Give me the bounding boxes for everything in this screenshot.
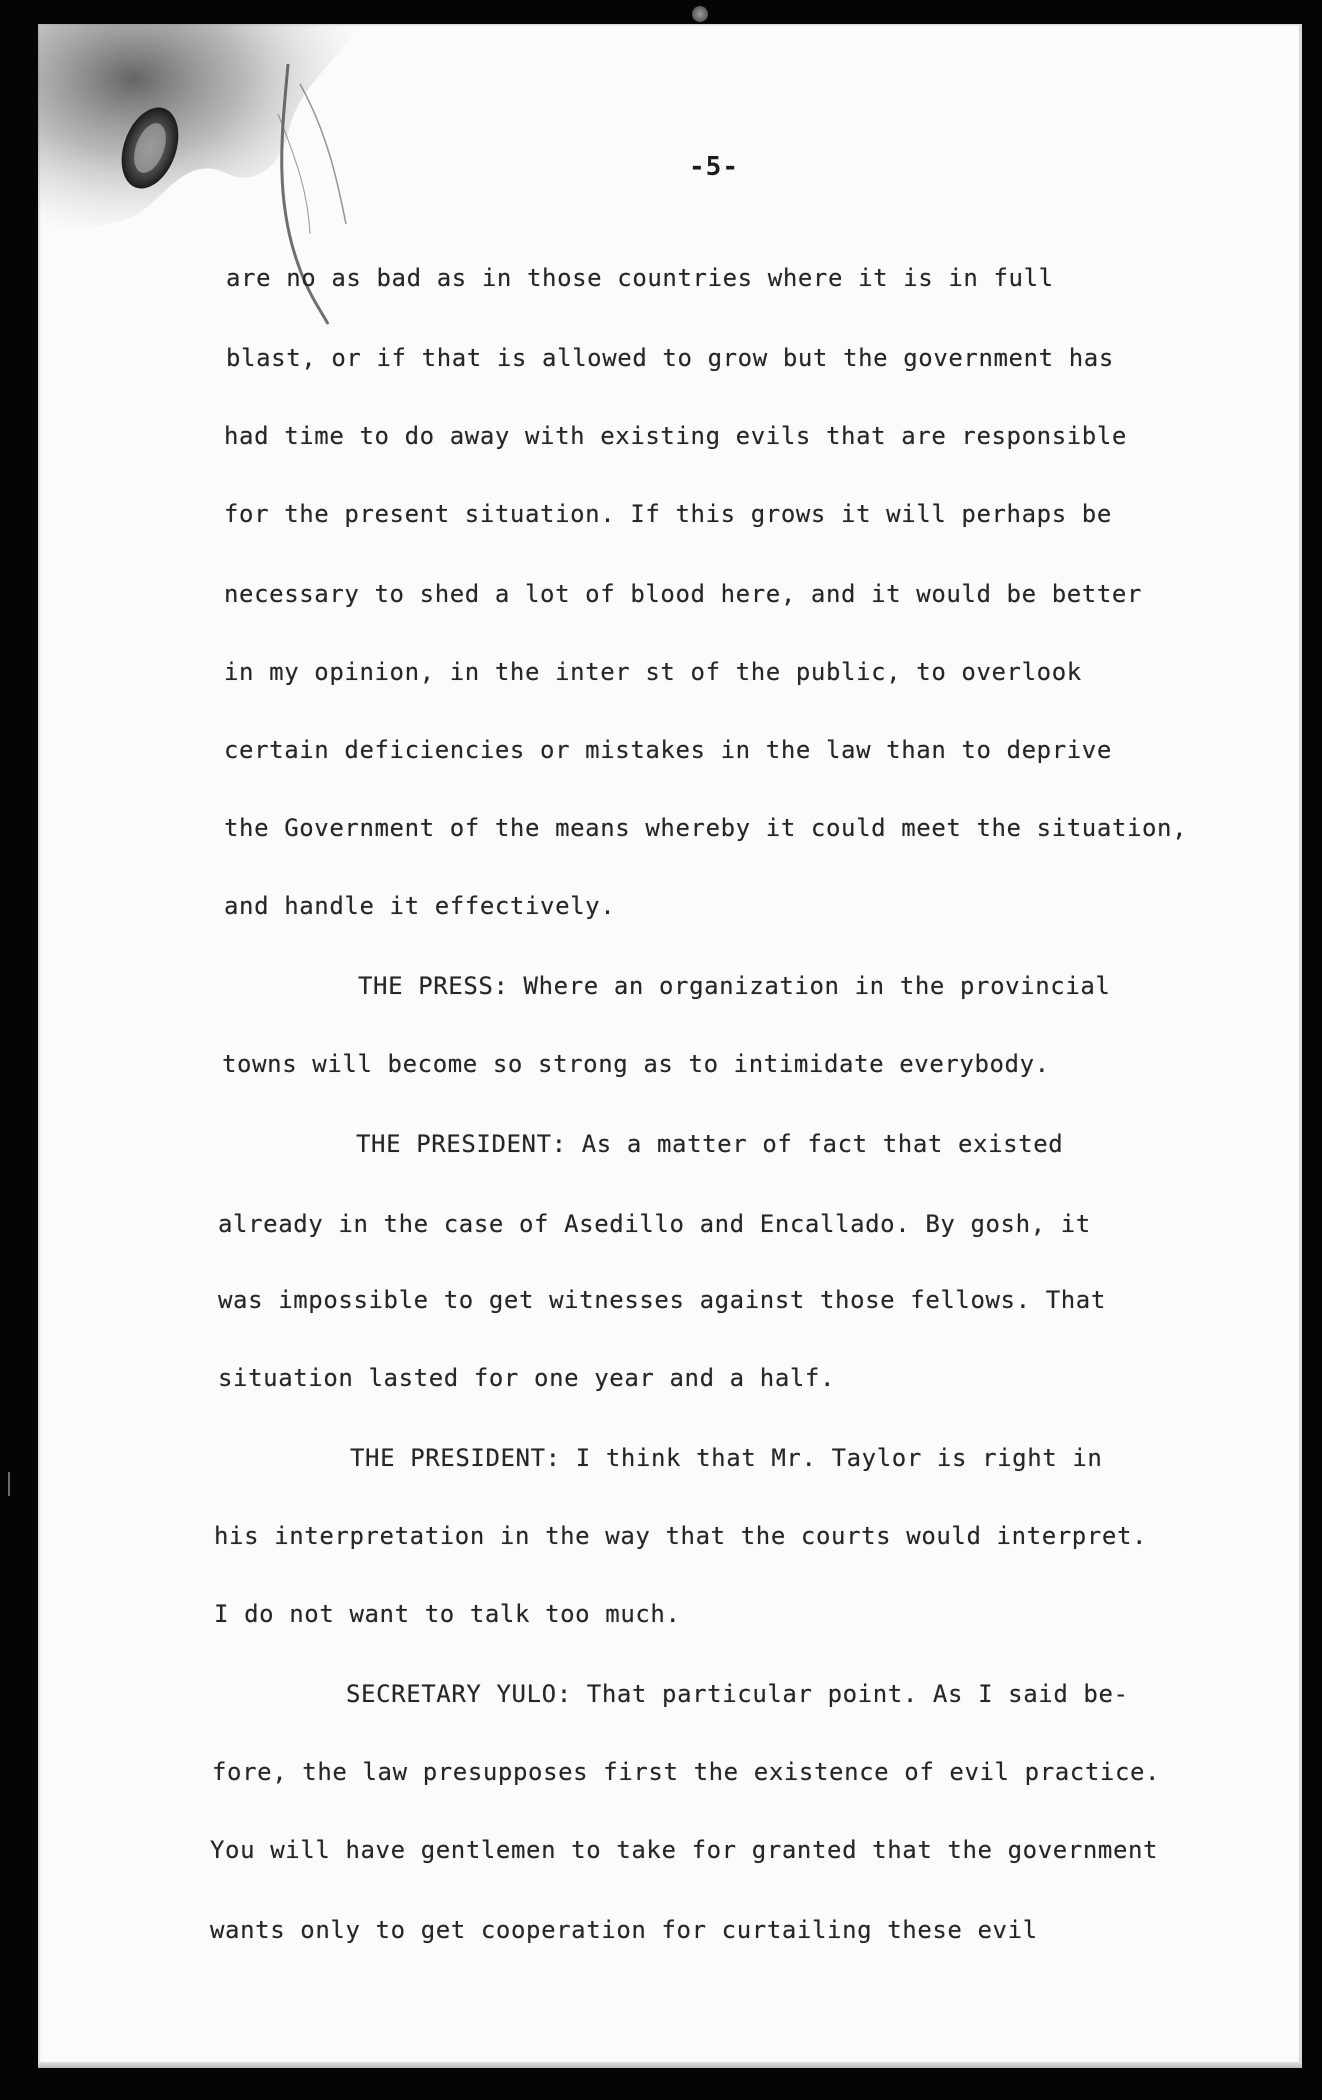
text-line: You will have gentlemen to take for granted that the government [210, 1836, 1159, 1864]
text-line: I do not want to talk too much. [214, 1600, 681, 1628]
text-line: THE PRESIDENT: As a matter of fact that existed [356, 1130, 1064, 1158]
text-line: THE PRESIDENT: I think that Mr. Taylor is right in [350, 1444, 1103, 1472]
text-line: necessary to shed a lot of blood here, and it would be better [224, 580, 1143, 608]
text-line: wants only to get cooperation for curtailing these evil [210, 1916, 1038, 1944]
text-line: his interpretation in the way that the courts would interpret. [214, 1522, 1148, 1550]
text-line: already in the case of Asedillo and Encallado. By gosh, it [218, 1210, 1091, 1238]
text-line: in my opinion, in the inter st of the public, to overlook [224, 658, 1082, 686]
page-number: -5- [689, 152, 739, 182]
text-line: had time to do away with existing evils that are responsible [224, 422, 1127, 450]
document-page [38, 24, 1302, 2068]
typed-text [38, 24, 1302, 2068]
text-line: are no as bad as in those countries where it is in full [226, 264, 1054, 292]
text-line: fore, the law presupposes first the existence of evil practice. [212, 1758, 1161, 1786]
text-line: THE PRESS: Where an organization in the provincial [358, 972, 1111, 1000]
text-line: SECRETARY YULO: That particular point. As I said be- [346, 1680, 1129, 1708]
edge-mark [8, 1472, 10, 1496]
text-line: was impossible to get witnesses against those fellows. That [218, 1286, 1106, 1314]
text-line: the Government of the means whereby it could meet the situation, [224, 814, 1188, 842]
text-line: certain deficiencies or mistakes in the law than to deprive [224, 736, 1112, 764]
text-line: for the present situation. If this grows it will perhaps be [224, 500, 1112, 528]
binding-hole [692, 6, 708, 22]
text-line: blast, or if that is allowed to grow but the government has [226, 344, 1114, 372]
text-line: situation lasted for one year and a half. [218, 1364, 836, 1392]
text-line: towns will become so strong as to intimidate everybody. [222, 1050, 1050, 1078]
text-line: and handle it effectively. [224, 892, 616, 920]
